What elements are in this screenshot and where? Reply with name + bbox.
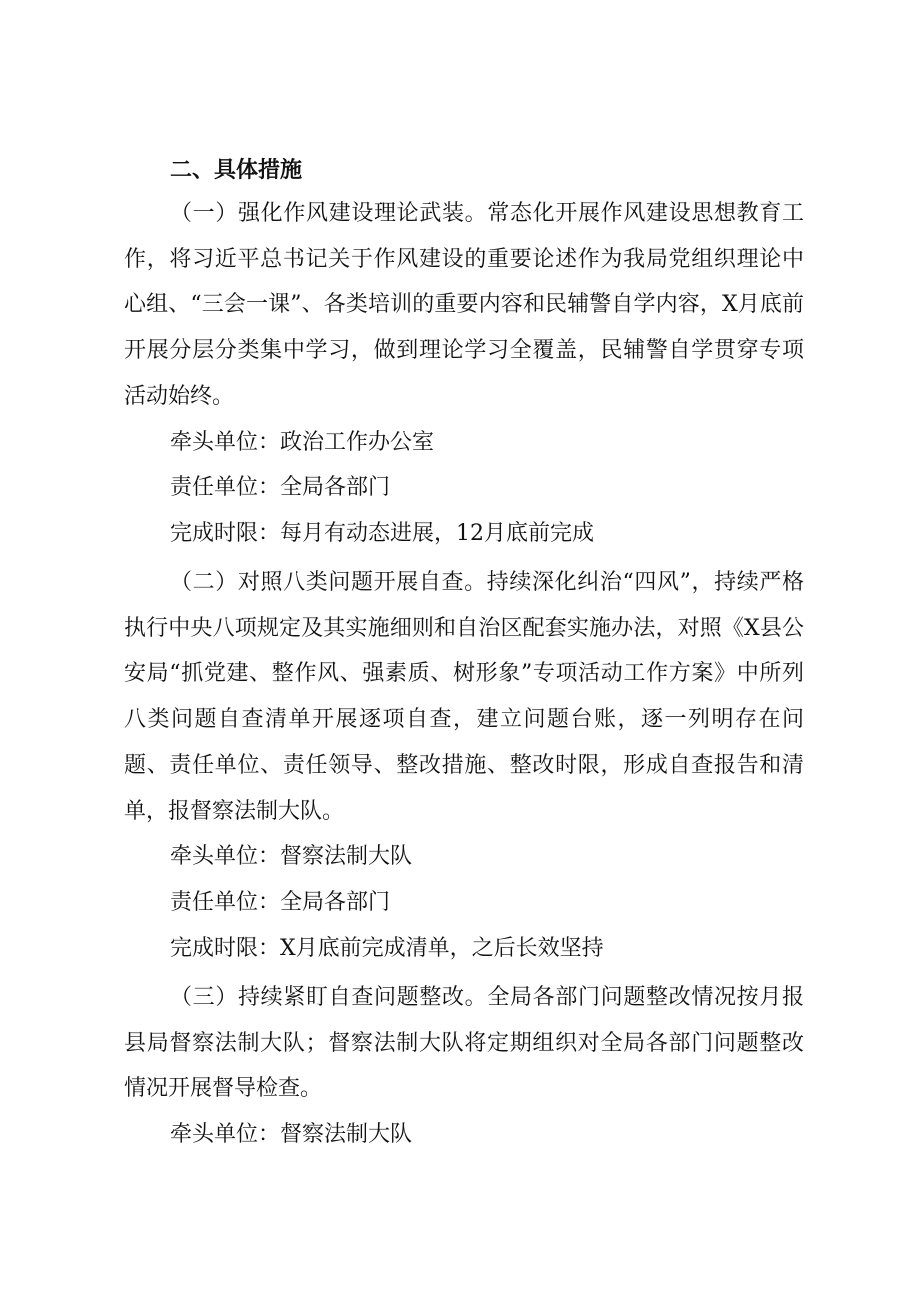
measure-2-responsible-unit: 责任单位：全局各部门 [170,889,391,915]
measure-3 [124,975,804,1158]
measure-2-lead-unit: 牵头单位：督察法制大队 [170,844,413,870]
measure-2-body: （二）对照八类问题开展自查。持续深化纠治“四风”，持续严格执行中央八项规定及其实施细则和自治区配套实施办法，对照《X县公安局“抓党建、整作风、强素质、树形象”专项活动工作方案》中所列八类问题自查清单开展逐项自查，建立问题台账，逐一列明存在问题、责任单位、责任领导、整改措施、整改时限，形成自查报告和清单，报督察法制大队。 [124,570,804,824]
measure-1 [124,191,804,557]
measure-3-body: （三）持续紧盯自查问题整改。全局各部门问题整改情况按月报县局督察法制大队；督察法制大队将定期组织对全局各部门问题整改情况开展督导检查。 [124,985,804,1102]
measure-1-deadline: 完成时限：每月有动态进展，12月底前完成 [170,520,594,546]
measure-2-deadline: 完成时限：X月底前完成清单，之后长效坚持 [170,935,604,961]
measure-3-lead-unit: 牵头单位：督察法制大队 [170,1122,413,1148]
measure-2 [124,560,804,971]
measure-1-lead-unit: 牵头单位：政治工作办公室 [170,429,435,455]
section-heading: 二、具体措施 [170,158,303,183]
measure-1-body: （一）强化作风建设理论武装。常态化开展作风建设思想教育工作，将习近平总书记关于作风建设的重要论述作为我局党组织理论中心组、“三会一课”、各类培训的重要内容和民辅警自学内容，X月底前开展分层分类集中学习，做到理论学习全覆盖，民辅警自学贯穿专项活动始终。 [124,201,804,409]
measure-1-responsible-unit: 责任单位：全局各部门 [170,475,391,501]
